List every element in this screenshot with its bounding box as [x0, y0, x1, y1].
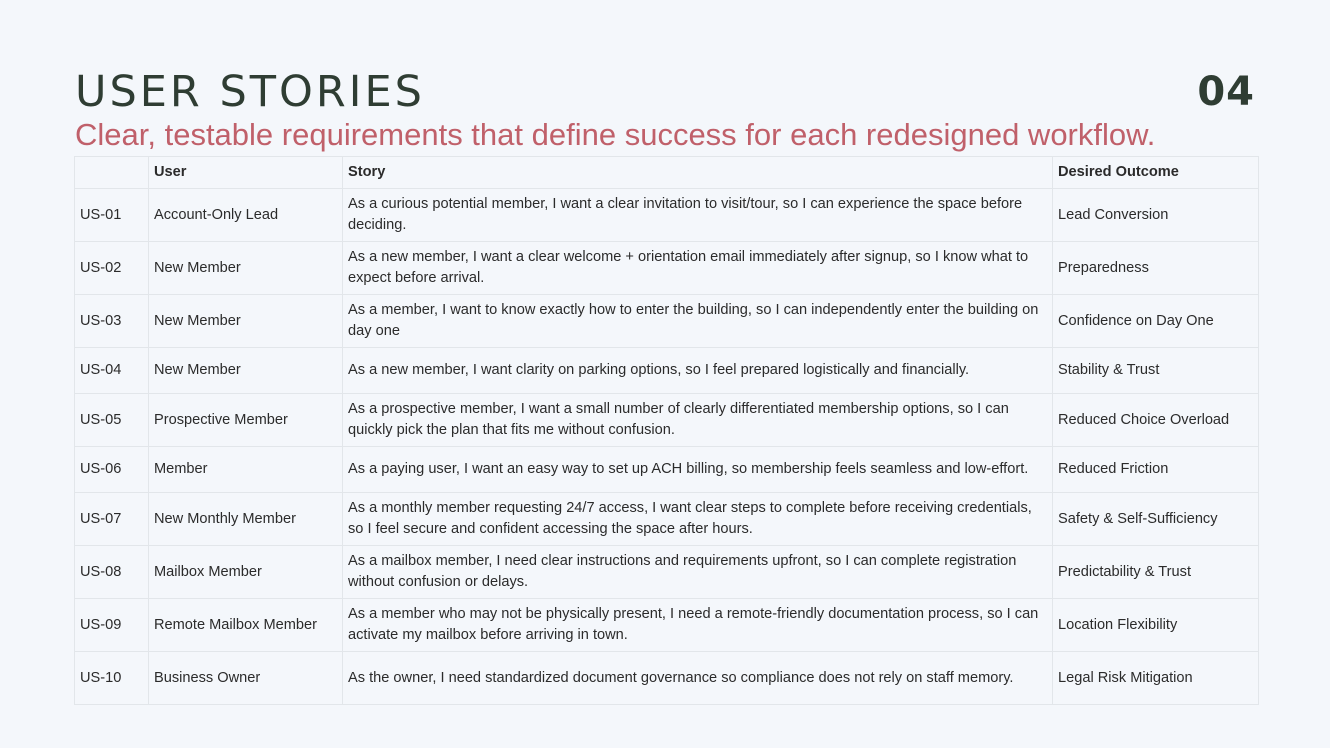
row-id: US-06 [75, 447, 149, 493]
table-row [75, 189, 1259, 242]
table-row [75, 242, 1259, 295]
table-row [75, 652, 1259, 705]
row-outcome: Legal Risk Mitigation [1053, 652, 1259, 705]
header-story: Story [343, 157, 1053, 189]
row-id: US-04 [75, 348, 149, 394]
row-user: Member [149, 447, 343, 493]
row-story: As a new member, I want clarity on parking options, so I feel prepared logistically and financially. [343, 348, 1053, 394]
row-outcome: Stability & Trust [1053, 348, 1259, 394]
row-user: Prospective Member [149, 394, 343, 447]
table-header-row [75, 157, 1259, 189]
row-outcome: Preparedness [1053, 242, 1259, 295]
table-row [75, 295, 1259, 348]
row-story: As a prospective member, I want a small number of clearly differentiated membership options, so I can quickly pick the plan that fits me without confusion. [343, 394, 1053, 447]
table-row [75, 394, 1259, 447]
table-row [75, 599, 1259, 652]
page-title: USER STORIES [75, 67, 425, 117]
row-story: As a new member, I want a clear welcome + orientation email immediately after signup, so I know what to expect before arrival. [343, 242, 1053, 295]
row-outcome: Confidence on Day One [1053, 295, 1259, 348]
row-outcome: Location Flexibility [1053, 599, 1259, 652]
row-id: US-08 [75, 546, 149, 599]
row-id: US-02 [75, 242, 149, 295]
table-row [75, 493, 1259, 546]
row-user: New Member [149, 348, 343, 394]
row-story: As a member, I want to know exactly how to enter the building, so I can independently enter the building on day one [343, 295, 1053, 348]
row-user: Remote Mailbox Member [149, 599, 343, 652]
row-user: New Member [149, 242, 343, 295]
row-id: US-07 [75, 493, 149, 546]
row-story: As a curious potential member, I want a clear invitation to visit/tour, so I can experience the space before deciding. [343, 189, 1053, 242]
row-user: Mailbox Member [149, 546, 343, 599]
header-id [75, 157, 149, 189]
row-outcome: Reduced Choice Overload [1053, 394, 1259, 447]
table-row [75, 447, 1259, 493]
row-id: US-01 [75, 189, 149, 242]
row-story: As the owner, I need standardized document governance so compliance does not rely on staff memory. [343, 652, 1053, 705]
row-story: As a mailbox member, I need clear instructions and requirements upfront, so I can complete registration without confusion or delays. [343, 546, 1053, 599]
row-id: US-10 [75, 652, 149, 705]
table-row [75, 348, 1259, 394]
row-id: US-05 [75, 394, 149, 447]
row-user: Business Owner [149, 652, 343, 705]
row-id: US-03 [75, 295, 149, 348]
user-stories-table [74, 156, 1259, 705]
row-user: Account-Only Lead [149, 189, 343, 242]
row-id: US-09 [75, 599, 149, 652]
row-outcome: Safety & Self-Sufficiency [1053, 493, 1259, 546]
row-outcome: Reduced Friction [1053, 447, 1259, 493]
row-story: As a paying user, I want an easy way to set up ACH billing, so membership feels seamless and low-effort. [343, 447, 1053, 493]
header-user: User [149, 157, 343, 189]
row-user: New Monthly Member [149, 493, 343, 546]
table-row [75, 546, 1259, 599]
row-user: New Member [149, 295, 343, 348]
page-subtitle: Clear, testable requirements that define success for each redesigned workflow. [75, 117, 1156, 152]
row-outcome: Predictability & Trust [1053, 546, 1259, 599]
header-outcome: Desired Outcome [1053, 157, 1259, 189]
row-outcome: Lead Conversion [1053, 189, 1259, 242]
row-story: As a monthly member requesting 24/7 access, I want clear steps to complete before receiving credentials, so I feel secure and confident accessing the space after hours. [343, 493, 1053, 546]
row-story: As a member who may not be physically present, I need a remote-friendly documentation process, so I can activate my mailbox before arriving in town. [343, 599, 1053, 652]
page-number: 04 [1197, 69, 1255, 115]
